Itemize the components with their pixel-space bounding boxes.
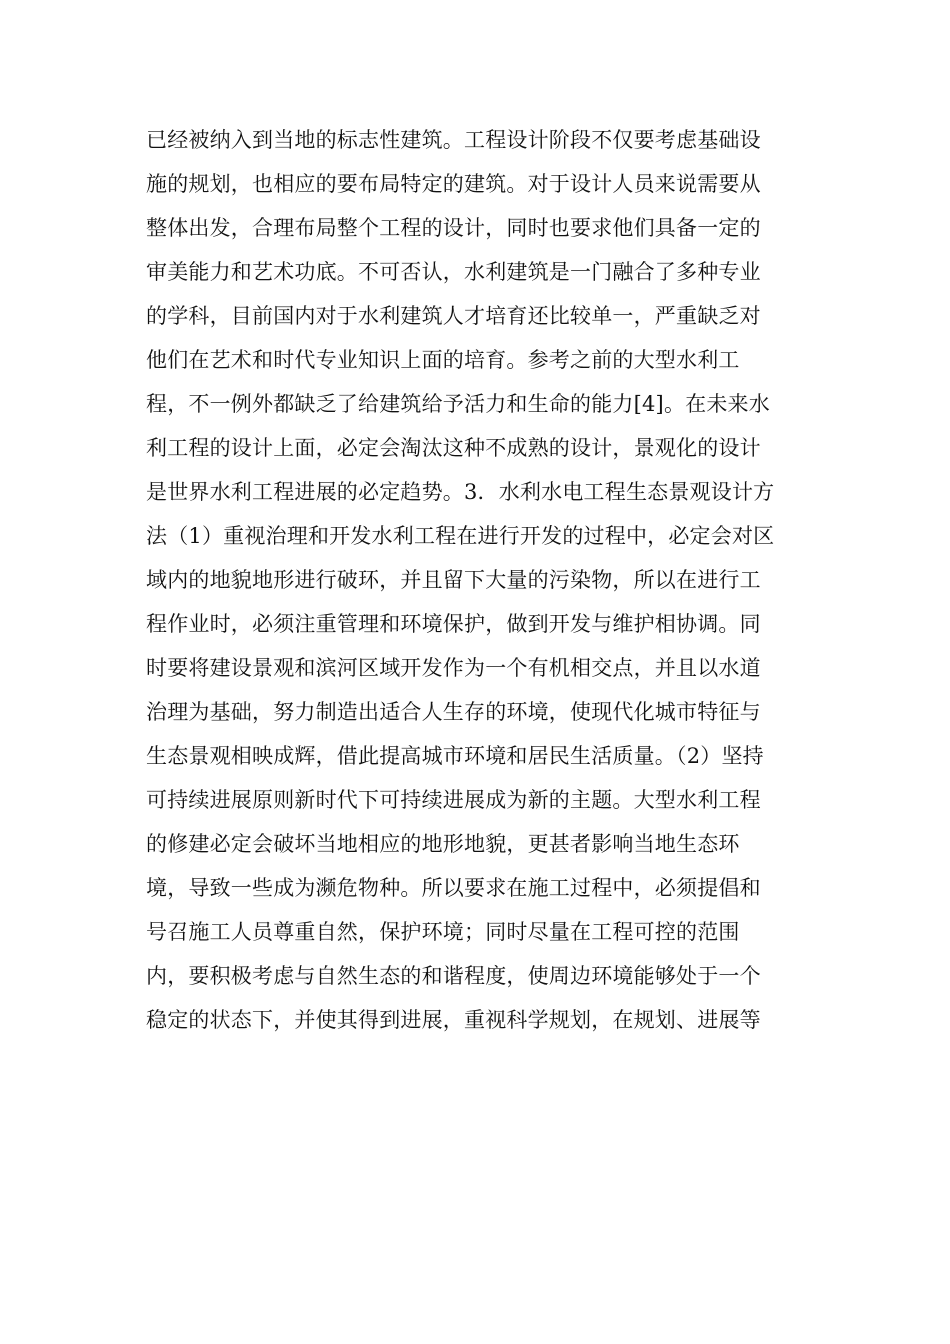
text-line: 施的规划，也相应的要布局特定的建筑。对于设计人员来说需要从: [146, 172, 761, 196]
text-line: 时要将建设景观和滨河区域开发作为一个有机相交点，并且以水道: [146, 656, 761, 680]
text-line: 利工程的设计上面，必定会淘汰这种不成熟的设计，景观化的设计: [146, 436, 761, 460]
text-line: 审美能力和艺术功底。不可否认，水利建筑是一门融合了多种专业: [146, 260, 761, 284]
text-line: 是世界水利工程进展的必定趋势。3．水利水电工程生态景观设计方: [146, 480, 775, 504]
text-line: 程，不一例外都缺乏了给建筑给予活力和生命的能力[4]。在未来水: [146, 392, 770, 416]
text-line: 的学科，目前国内对于水利建筑人才培育还比较单一，严重缺乏对: [146, 304, 761, 328]
body-text: [146, 118, 816, 1042]
text-line: 内，要积极考虑与自然生态的和谐程度，使周边环境能够处于一个: [146, 964, 761, 988]
text-line: 境，导致一些成为濒危物种。所以要求在施工过程中，必须提倡和: [146, 876, 761, 900]
text-line: 的修建必定会破坏当地相应的地形地貌，更甚者影响当地生态环: [146, 832, 740, 856]
text-line: 稳定的状态下，并使其得到进展，重视科学规划，在规划、进展等: [146, 1008, 761, 1032]
text-line: 生态景观相映成辉，借此提高城市环境和居民生活质量。（2）坚持: [146, 744, 764, 768]
text-line: 治理为基础，努力制造出适合人生存的环境，使现代化城市特征与: [146, 700, 761, 724]
text-line: 法（1）重视治理和开发水利工程在进行开发的过程中，必定会对区: [146, 524, 775, 548]
text-line: 域内的地貌地形进行破环，并且留下大量的污染物，所以在进行工: [146, 568, 761, 592]
text-line: 整体出发，合理布局整个工程的设计，同时也要求他们具备一定的: [146, 216, 761, 240]
text-line: 程作业时，必须注重管理和环境保护，做到开发与维护相协调。同: [146, 612, 761, 636]
text-line: 可持续进展原则新时代下可持续进展成为新的主题。大型水利工程: [146, 788, 761, 812]
text-line: 号召施工人员尊重自然，保护环境；同时尽量在工程可控的范围: [146, 920, 740, 944]
text-line: 他们在艺术和时代专业知识上面的培育。参考之前的大型水利工: [146, 348, 740, 372]
text-line: 已经被纳入到当地的标志性建筑。工程设计阶段不仅要考虑基础设: [146, 128, 761, 152]
